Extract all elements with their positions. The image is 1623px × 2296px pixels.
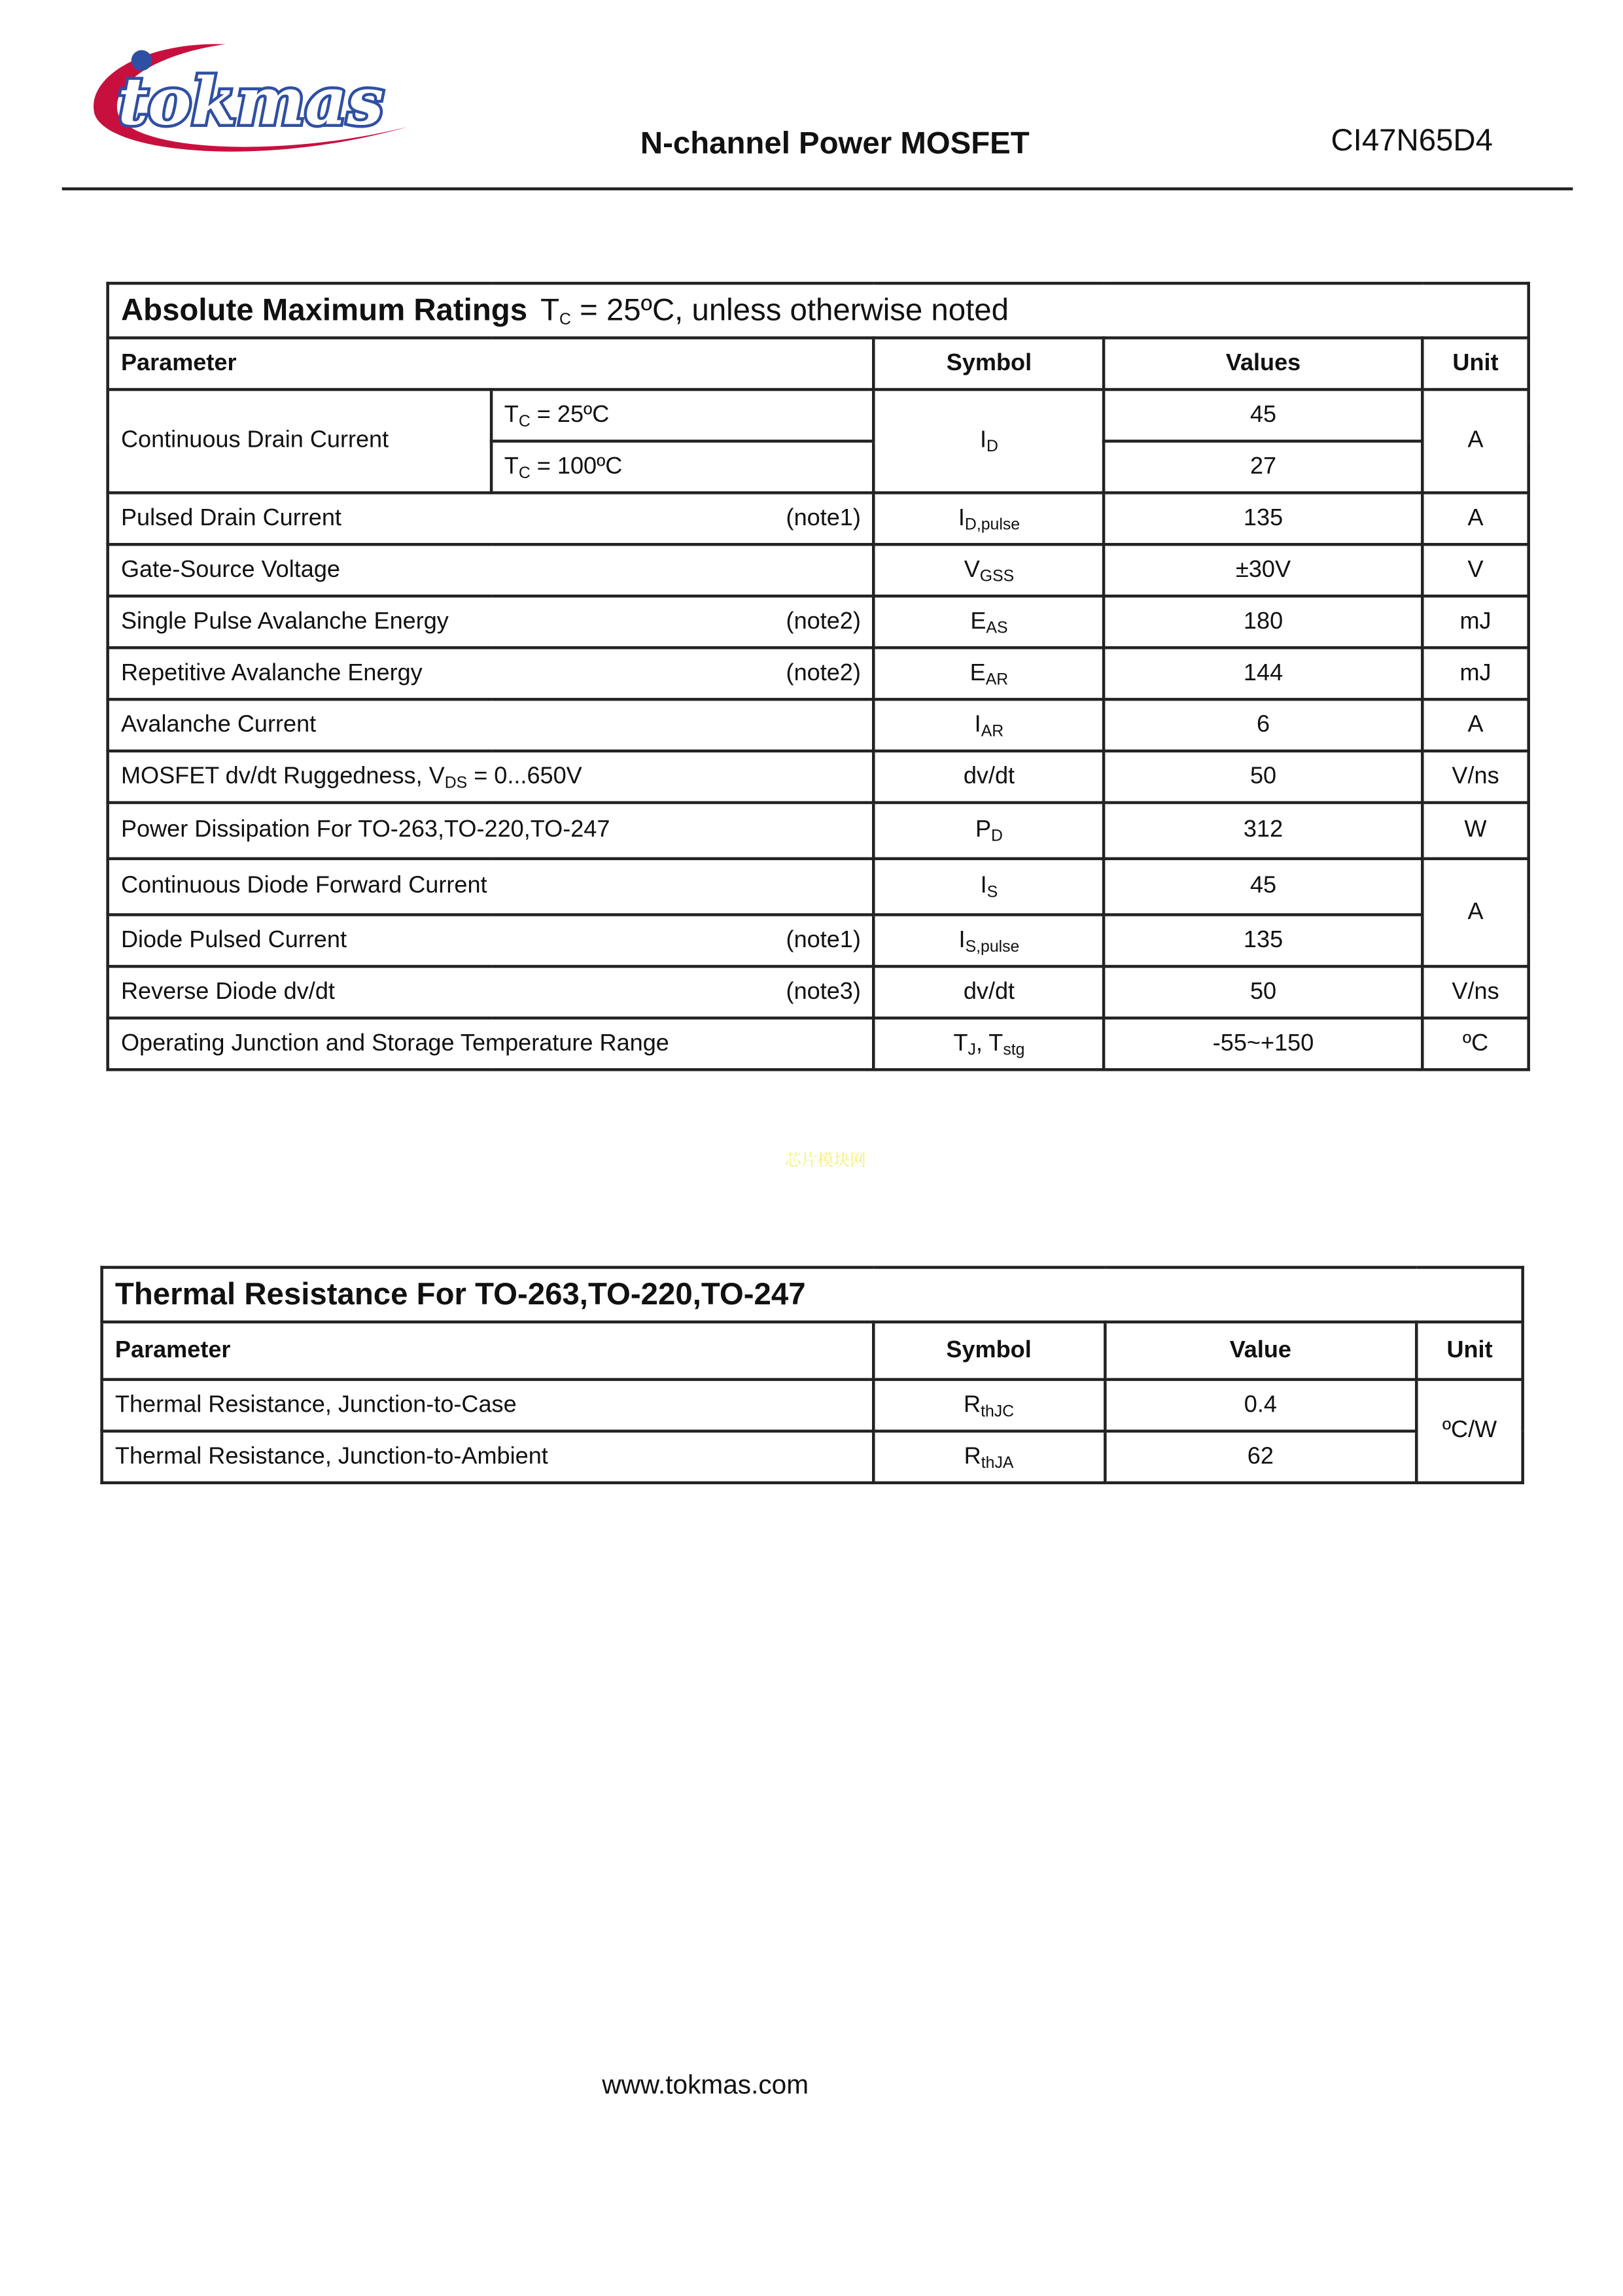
- value-cell: 45: [1104, 859, 1423, 915]
- unit-cell: V/ns: [1422, 751, 1528, 803]
- table-row: [108, 544, 1529, 596]
- table-row: [108, 389, 1529, 441]
- value-cell: 6: [1104, 699, 1423, 751]
- value-cell: 27: [1104, 441, 1423, 493]
- value-cell: -55~+150: [1104, 1018, 1423, 1070]
- symbol-cell: $I_{S,pulse}$: [874, 914, 1104, 966]
- header-parameter: Parameter: [108, 338, 875, 390]
- table-row: [108, 859, 1529, 915]
- condition-cell: $T_C$ = 100ºC: [491, 441, 874, 493]
- value-cell: ±30V: [1104, 544, 1423, 596]
- symbol-cell: $I_S$: [874, 859, 1104, 915]
- table-row: [108, 966, 1529, 1018]
- note-ref: (note3): [786, 979, 861, 1004]
- unit-cell: ºC: [1422, 1018, 1528, 1070]
- symbol-cell: $T_J$, $T_{stg}$: [874, 1018, 1104, 1070]
- note-ref: (note1): [786, 505, 861, 531]
- table-row: [108, 648, 1529, 699]
- param-cell: Avalanche Current: [108, 699, 875, 751]
- param-cell: MOSFET dv/dt Ruggedness, $V_{DS} = 0...650V$: [108, 751, 875, 803]
- unit-cell: ºC/W: [1416, 1380, 1522, 1483]
- symbol-cell: dv/dt: [874, 751, 1104, 803]
- document-title: N-channel Power MOSFET: [640, 126, 1030, 161]
- symbol-cell: $P_D$: [874, 803, 1104, 859]
- table-header-row: [108, 338, 1529, 390]
- param-cell: Continuous Drain Current: [108, 389, 491, 493]
- unit-cell: mJ: [1422, 648, 1528, 699]
- table-title-row: [102, 1267, 1523, 1321]
- tokmas-logo: [86, 33, 413, 169]
- param-cell: Power Dissipation For TO-263,TO-220,TO-247: [108, 803, 875, 859]
- unit-cell: W: [1422, 803, 1528, 859]
- value-cell: 45: [1104, 389, 1423, 441]
- note-ref: (note1): [786, 927, 861, 952]
- table-row: [108, 596, 1529, 648]
- value-cell: 144: [1104, 648, 1423, 699]
- param-cell: Diode Pulsed Current (note1): [108, 914, 875, 966]
- table-row: [108, 493, 1529, 544]
- param-cell: Continuous Diode Forward Current: [108, 859, 875, 915]
- svg-text:tokmas: tokmas: [118, 63, 384, 140]
- symbol-cell: $R_{thJA}$: [873, 1431, 1104, 1483]
- unit-cell: mJ: [1422, 596, 1528, 648]
- param-cell: Single Pulse Avalanche Energy (note2): [108, 596, 875, 648]
- param-cell: Reverse Diode dv/dt (note3): [108, 966, 875, 1018]
- symbol-cell: $R_{thJC}$: [873, 1380, 1104, 1431]
- table-row: [108, 699, 1529, 751]
- header-value: Value: [1104, 1322, 1416, 1380]
- param-cell: Repetitive Avalanche Energy (note2): [108, 648, 875, 699]
- param-cell: Thermal Resistance, Junction-to-Ambient: [102, 1431, 873, 1483]
- symbol-cell: $E_{AS}$: [874, 596, 1104, 648]
- note-ref: (note2): [786, 660, 861, 686]
- website-link[interactable]: www.tokmas.com: [602, 2070, 809, 2100]
- absolute-maximum-ratings-table: [106, 282, 1530, 1071]
- table-condition: $T_C$ = 25ºC, unless otherwise noted: [540, 292, 1009, 328]
- unit-cell: A: [1422, 389, 1528, 493]
- table-title-row: [108, 283, 1529, 338]
- symbol-cell: $I_D$: [874, 389, 1104, 493]
- value-cell: 180: [1104, 596, 1423, 648]
- symbol-cell: $I_{AR}$: [874, 699, 1104, 751]
- symbol-cell: dv/dt: [874, 966, 1104, 1018]
- unit-cell: V/ns: [1422, 966, 1528, 1018]
- header-divider: [62, 187, 1573, 190]
- header-unit: Unit: [1416, 1322, 1522, 1380]
- table-row: [108, 914, 1529, 966]
- param-cell: Operating Junction and Storage Temperature Range: [108, 1018, 875, 1070]
- table-header-row: [102, 1322, 1523, 1380]
- value-cell: 62: [1104, 1431, 1416, 1483]
- unit-cell: A: [1422, 859, 1528, 967]
- table-row: [108, 803, 1529, 859]
- header-values: Values: [1104, 338, 1423, 390]
- header-parameter: Parameter: [102, 1322, 873, 1380]
- param-cell: Gate-Source Voltage: [108, 544, 875, 596]
- unit-cell: V: [1422, 544, 1528, 596]
- condition-cell: $T_C$ = 25ºC: [491, 389, 874, 441]
- header-unit: Unit: [1422, 338, 1528, 390]
- header-symbol: Symbol: [873, 1322, 1104, 1380]
- table-title: Thermal Resistance For TO-263,TO-220,TO-247: [102, 1267, 1523, 1321]
- table-row: [108, 1018, 1529, 1070]
- value-cell: 312: [1104, 803, 1423, 859]
- part-number: CI47N65D4: [1331, 124, 1493, 158]
- value-cell: 0.4: [1104, 1380, 1416, 1431]
- watermark: 芯片模块网: [784, 1152, 866, 1170]
- table-row: [102, 1431, 1523, 1483]
- table-row: [102, 1380, 1523, 1431]
- param-cell: Thermal Resistance, Junction-to-Case: [102, 1380, 873, 1431]
- table-row: [108, 751, 1529, 803]
- symbol-cell: $V_{GSS}$: [874, 544, 1104, 596]
- unit-cell: A: [1422, 699, 1528, 751]
- value-cell: 50: [1104, 751, 1423, 803]
- header-symbol: Symbol: [874, 338, 1104, 390]
- note-ref: (note2): [786, 608, 861, 634]
- thermal-resistance-table: [100, 1266, 1524, 1484]
- table-title: Absolute Maximum Ratings: [120, 292, 528, 327]
- symbol-cell: $E_{AR}$: [874, 648, 1104, 699]
- value-cell: 50: [1104, 966, 1423, 1018]
- value-cell: 135: [1104, 493, 1423, 544]
- param-cell: Pulsed Drain Current (note1): [108, 493, 875, 544]
- unit-cell: A: [1422, 493, 1528, 544]
- symbol-cell: $I_{D,pulse}$: [874, 493, 1104, 544]
- value-cell: 135: [1104, 914, 1423, 966]
